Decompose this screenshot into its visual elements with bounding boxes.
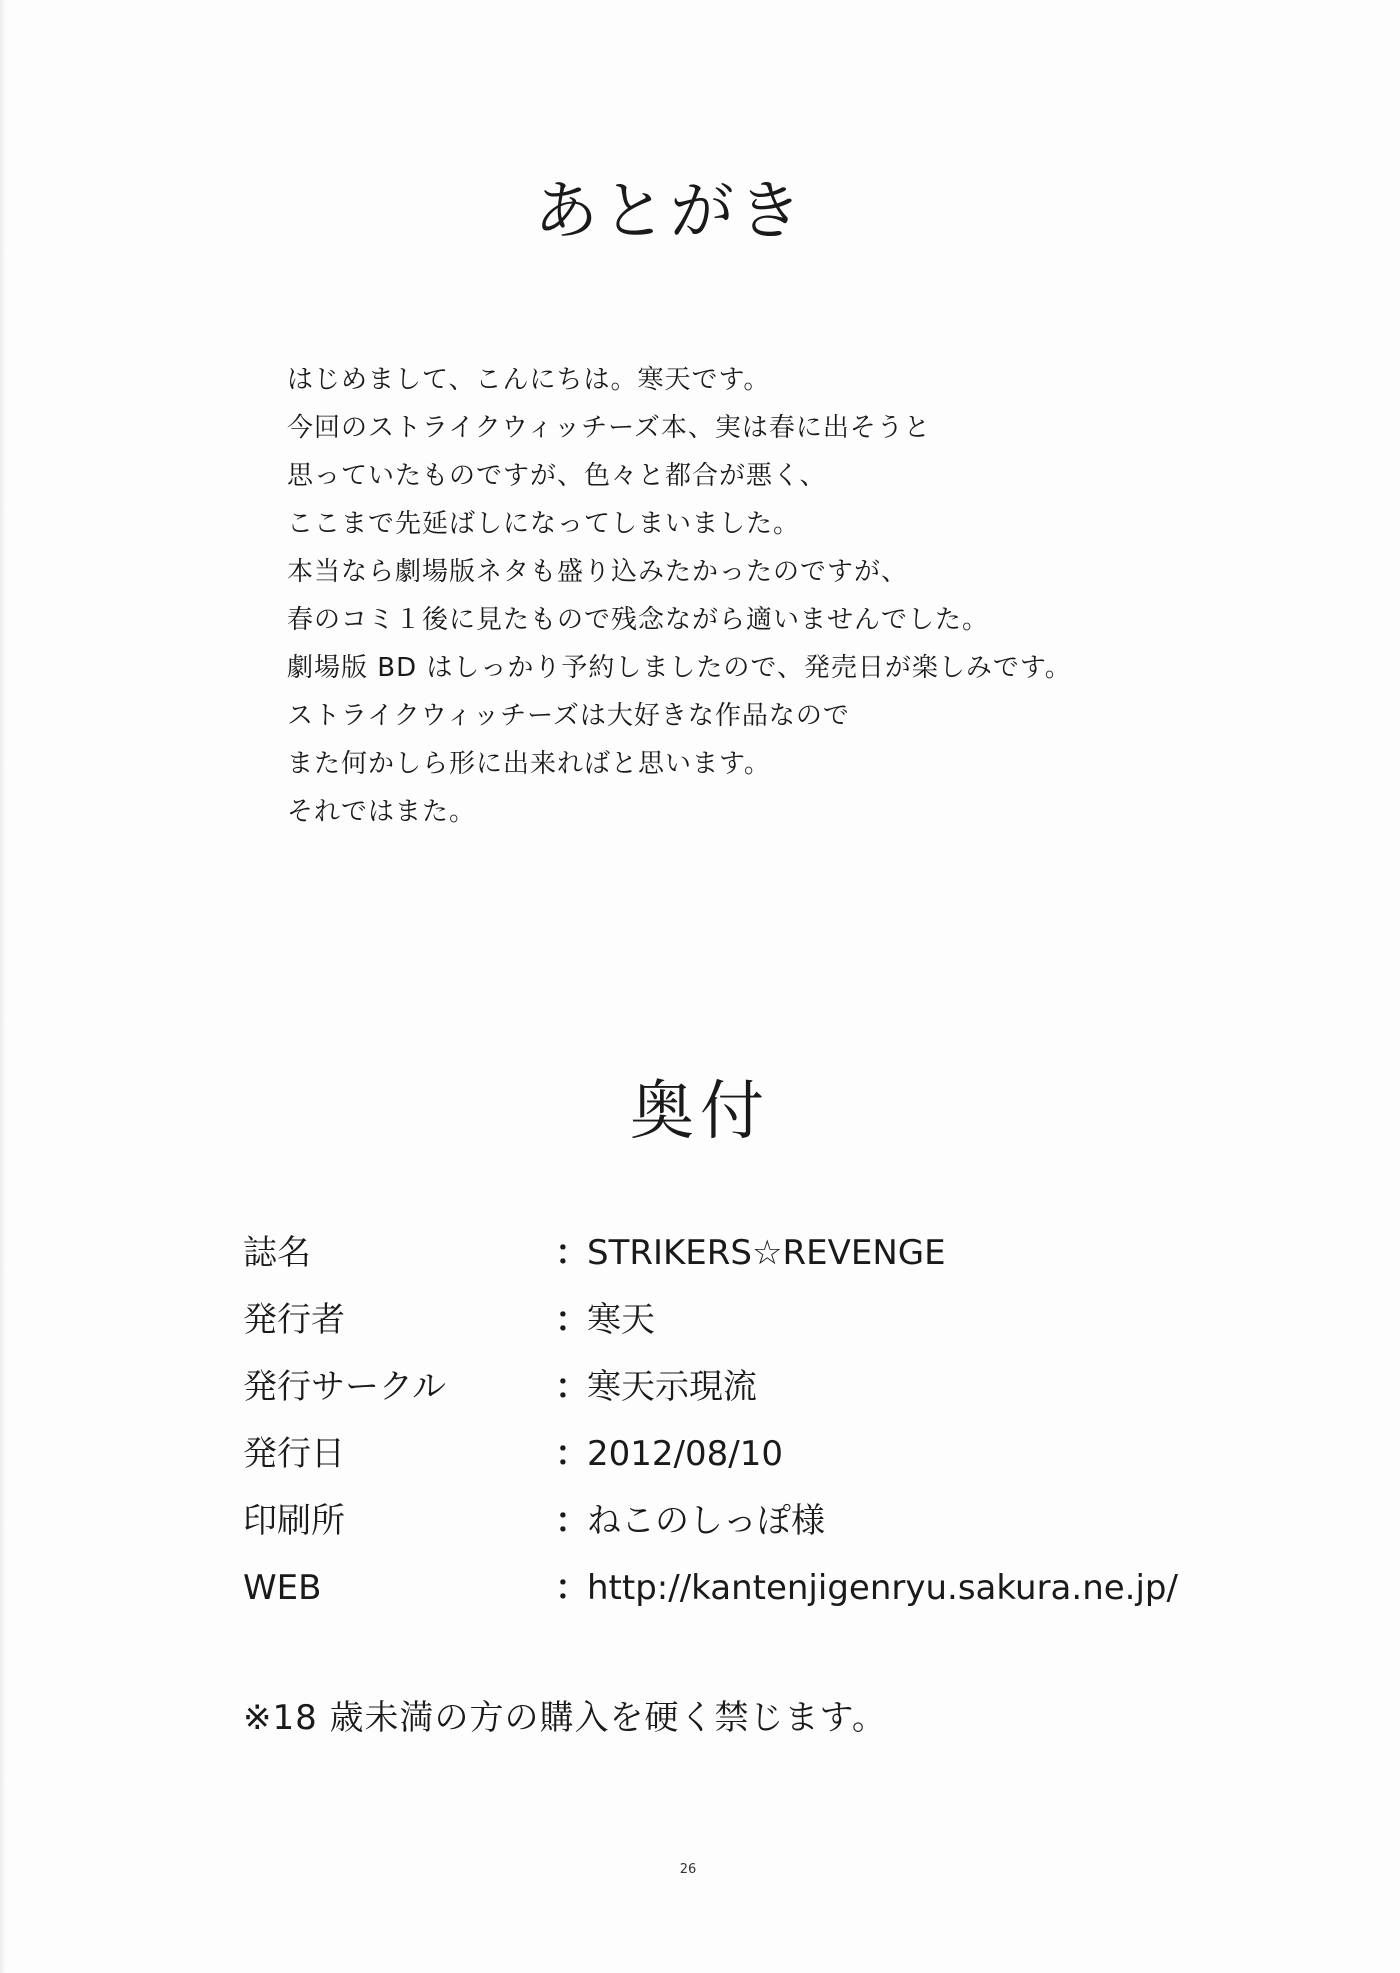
afterword-line: また何かしら形に出来ればと思います。 bbox=[287, 749, 771, 779]
colophon-separator: ： bbox=[555, 1501, 589, 1541]
colophon-value: STRIKERS☆REVENGE bbox=[587, 1233, 946, 1273]
colophon-table bbox=[243, 1220, 1243, 1622]
colophon-row-date bbox=[243, 1421, 1243, 1488]
afterword-title: あとがき bbox=[534, 175, 806, 249]
afterword-line: ここまで先延ばしになってしまいました。 bbox=[287, 509, 801, 539]
colophon-label: 誌名 bbox=[243, 1233, 311, 1273]
colophon-value: 寒天 bbox=[587, 1300, 655, 1340]
colophon-row-circle bbox=[243, 1354, 1243, 1421]
colophon-label: 印刷所 bbox=[243, 1501, 345, 1541]
afterword-line: それではまた。 bbox=[287, 797, 477, 827]
colophon-value: 2012/08/10 bbox=[587, 1434, 783, 1474]
afterword-line: 本当なら劇場版ネタも盛り込みたかったのですが、 bbox=[287, 557, 909, 587]
colophon-label: 発行者 bbox=[243, 1300, 345, 1340]
afterword-line: 春のコミ１後に見たもので残念ながら適いませんでした。 bbox=[287, 605, 990, 635]
colophon-label: 発行サークル bbox=[243, 1367, 446, 1407]
afterword-body bbox=[287, 356, 1187, 836]
colophon-separator: ： bbox=[555, 1568, 589, 1608]
colophon-value: 寒天示現流 bbox=[587, 1367, 757, 1407]
colophon-separator: ： bbox=[555, 1300, 589, 1340]
colophon-value: ねこのしっぽ様 bbox=[587, 1501, 825, 1541]
colophon-title: 奥付 bbox=[630, 1075, 770, 1149]
afterword-line: 劇場版 BD はしっかり予約しましたので、発売日が楽しみです。 bbox=[287, 653, 1072, 683]
colophon-row-publisher bbox=[243, 1287, 1243, 1354]
colophon-row-printer bbox=[243, 1488, 1243, 1555]
colophon-label: 発行日 bbox=[243, 1434, 345, 1474]
colophon-separator: ： bbox=[555, 1233, 589, 1273]
colophon-separator: ： bbox=[555, 1367, 589, 1407]
afterword-line: ストライクウィッチーズは大好きな作品なので bbox=[287, 701, 850, 731]
colophon-label: WEB bbox=[243, 1568, 322, 1608]
age-restriction-notice: ※18 歳未満の方の購入を硬く禁じます。 bbox=[243, 1698, 887, 1738]
afterword-line: はじめまして、こんにちは。寒天です。 bbox=[287, 365, 771, 395]
colophon-row-title bbox=[243, 1220, 1243, 1287]
colophon-separator: ： bbox=[555, 1434, 589, 1474]
afterword-line: 思っていたものですが、色々と都合が悪く、 bbox=[287, 461, 827, 491]
colophon-row-web bbox=[243, 1555, 1243, 1622]
afterword-line: 今回のストライクウィッチーズ本、実は春に出そうと bbox=[287, 413, 931, 443]
colophon-web-url: http://kantenjigenryu.sakura.ne.jp/ bbox=[587, 1568, 1178, 1608]
page-number: 26 bbox=[679, 1862, 697, 1877]
page-edge-shadow bbox=[0, 0, 6, 1973]
